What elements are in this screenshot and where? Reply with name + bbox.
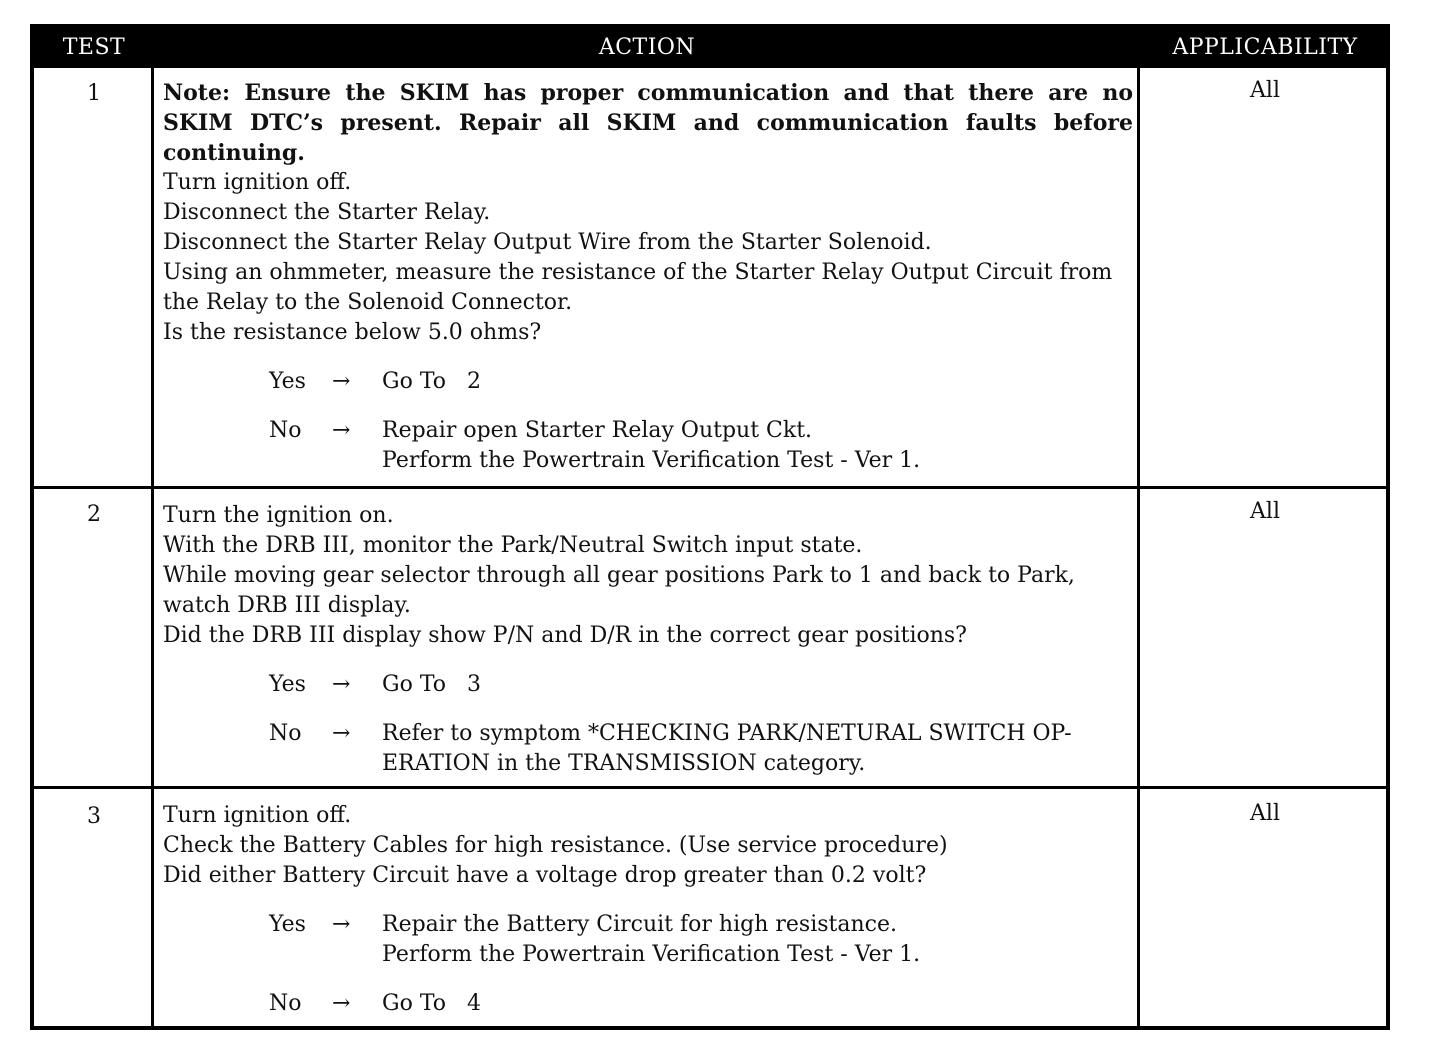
step-line: Turn ignition off. [163, 170, 352, 195]
step-line: While moving gear selector through all gear positions Park to 1 and back to Park, watch DRB III display. [163, 563, 1075, 618]
yes-branch [163, 910, 1133, 970]
yes-label: Yes [269, 672, 306, 697]
step-line: Did the DRB III display show P/N and D/R in the correct gear positions? [163, 623, 967, 648]
action-text [163, 801, 1133, 1019]
header-applicability: APPLICABILITY [1172, 35, 1358, 60]
step-line: Using an ohmmeter, measure the resistance of the Starter Relay Output Circuit from the Relay to the Solenoid Connector. [163, 260, 1113, 315]
arrow-icon: → [332, 991, 351, 1016]
arrow-icon: → [332, 912, 351, 937]
arrow-icon: → [332, 721, 351, 746]
note-text: Note: Ensure the SKIM has proper communication and that there are no SKIM DTC’s present. Repair all SKIM and communication faults before continuing. [163, 80, 1133, 166]
applicability-value: All [1250, 78, 1280, 103]
arrow-icon: → [332, 418, 351, 443]
column-divider [151, 68, 154, 1026]
yes-label: Yes [269, 369, 306, 394]
no-result-line: Refer to symptom *CHECKING PARK/NETURAL SWITCH OP- [382, 721, 1072, 746]
yes-result-line: Perform the Powertrain Verification Test - Ver 1. [382, 942, 921, 967]
column-divider [1137, 68, 1140, 1026]
no-branch [163, 719, 1133, 779]
yes-branch [163, 367, 1133, 397]
applicability-value: All [1250, 499, 1280, 524]
header-test: TEST [62, 35, 126, 60]
yes-result [382, 910, 1142, 970]
test-number: 3 [87, 804, 101, 829]
action-text [163, 78, 1133, 476]
yes-branch [163, 670, 1133, 700]
yes-label: Yes [269, 912, 306, 937]
yes-result-line: Repair the Battery Circuit for high resistance. [382, 912, 897, 937]
no-label: No [269, 418, 302, 443]
test-number: 1 [87, 81, 101, 106]
table-header [34, 28, 1386, 68]
step-line: With the DRB III, monitor the Park/Neutral Switch input state. [163, 533, 863, 558]
step-line: Turn the ignition on. [163, 503, 394, 528]
step-line: Check the Battery Cables for high resistance. (Use service procedure) [163, 833, 948, 858]
yes-result: Go To 2 [382, 369, 481, 394]
no-label: No [269, 721, 302, 746]
header-action: ACTION [598, 35, 696, 60]
step-line: Is the resistance below 5.0 ohms? [163, 320, 542, 345]
no-result-line: Repair open Starter Relay Output Ckt. [382, 418, 813, 443]
arrow-icon: → [332, 369, 351, 394]
no-branch [163, 416, 1133, 476]
yes-result: Go To 3 [382, 672, 481, 697]
step-line: Turn ignition off. [163, 803, 352, 828]
no-result [382, 719, 1142, 779]
step-line: Disconnect the Starter Relay Output Wire from the Starter Solenoid. [163, 230, 932, 255]
diagnostic-table [30, 24, 1390, 1030]
no-branch [163, 989, 1133, 1019]
row-divider [34, 786, 1386, 789]
arrow-icon: → [332, 672, 351, 697]
step-line: Did either Battery Circuit have a voltage drop greater than 0.2 volt? [163, 863, 927, 888]
no-result-line: Perform the Powertrain Verification Test - Ver 1. [382, 448, 921, 473]
no-result: Go To 4 [382, 991, 481, 1016]
test-number: 2 [87, 502, 101, 527]
action-text [163, 501, 1133, 779]
step-line: Disconnect the Starter Relay. [163, 200, 491, 225]
no-result [382, 416, 1142, 476]
applicability-value: All [1250, 801, 1280, 826]
no-label: No [269, 991, 302, 1016]
row-divider [34, 486, 1386, 489]
no-result-line: ERATION in the TRANSMISSION category. [382, 751, 866, 776]
